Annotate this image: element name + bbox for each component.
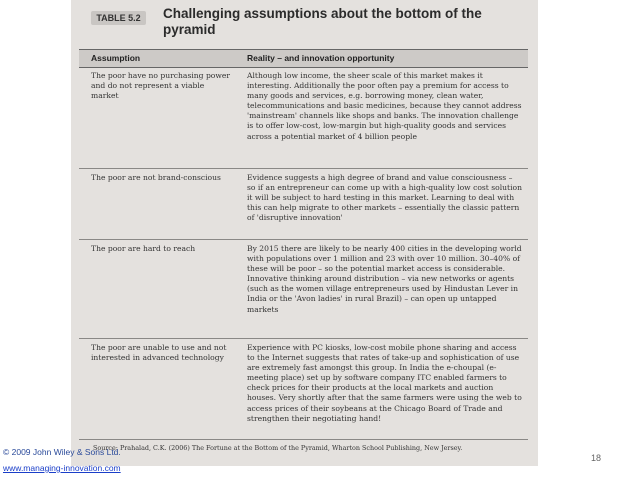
table-header bbox=[79, 49, 528, 68]
reality-cell: Although low income, the sheer scale of this market makes it interesting. Additionally the poor often pay a premium for access to many goods and services, e.g. borrowing money, clean water, telecommunications and basic medicines, because they cannot address 'mainstream' channels like shops and banks. The innovation challenge is to offer low-cost, low-margin but high-quality goods and services across a potential market of 4 billion people bbox=[247, 71, 522, 141]
website-link[interactable]: www.managing-innovation.com bbox=[3, 463, 121, 473]
table-label-badge: TABLE 5.2 bbox=[91, 11, 146, 25]
reality-cell: By 2015 there are likely to be nearly 400 cities in the developing world with populations over 1 million and 23 with over 10 million. 30–40% of these will be poor – so the potential market access is considerable. Innovative thinking around distribution – via new networks or agents (such as the women village entrepreneurs used by Hindustan Lever in India or the 'Avon ladies' in rural Brazil) – can open up untapped markets bbox=[247, 244, 522, 314]
table-scan bbox=[71, 0, 538, 466]
table-title: Challenging assumptions about the bottom of the pyramid bbox=[163, 6, 482, 37]
table-row bbox=[79, 339, 528, 440]
table-row bbox=[79, 67, 528, 169]
header-reality: Reality – and innovation opportunity bbox=[247, 53, 395, 63]
table-row bbox=[79, 240, 528, 339]
assumption-cell: The poor are unable to use and not interested in advanced technology bbox=[91, 343, 227, 363]
assumption-cell: The poor are not brand-conscious bbox=[91, 173, 221, 182]
copyright-notice: © 2009 John Wiley & Sons Ltd. bbox=[3, 447, 121, 457]
page-number: 18 bbox=[591, 453, 602, 463]
reality-cell: Evidence suggests a high degree of brand and value consciousness – so if an entrepreneur can come up with a high-quality low cost solution it will be subject to hard testing in this market. Learning to deal with this can help migrate to other markets – essentially the classic pattern of 'disruptive innovation' bbox=[247, 173, 523, 223]
reality-cell: Experience with PC kiosks, low-cost mobile phone sharing and access to the Internet suggests that rates of take-up and sophistication of use are extremely fast amongst this group. In India the e-choupal (e-meeting place) set up by software company ITC enabled farmers to check prices for their products at the local markets and auction houses. Very shortly after that the same farmers were using the web to access prices of their soybeans at the Chicago Board of Trade and strengthen their negotiating hand! bbox=[247, 343, 522, 423]
header-assumption: Assumption bbox=[91, 53, 141, 63]
table-row bbox=[79, 169, 528, 240]
assumption-cell: The poor have no purchasing power and do not represent a viable market bbox=[91, 71, 231, 101]
source-citation: Source: Prahalad, C.K. (2006) The Fortune at the Bottom of the Pyramid, Wharton School Publishing, New Jersey. bbox=[93, 444, 463, 452]
assumption-cell: The poor are hard to reach bbox=[91, 244, 196, 253]
